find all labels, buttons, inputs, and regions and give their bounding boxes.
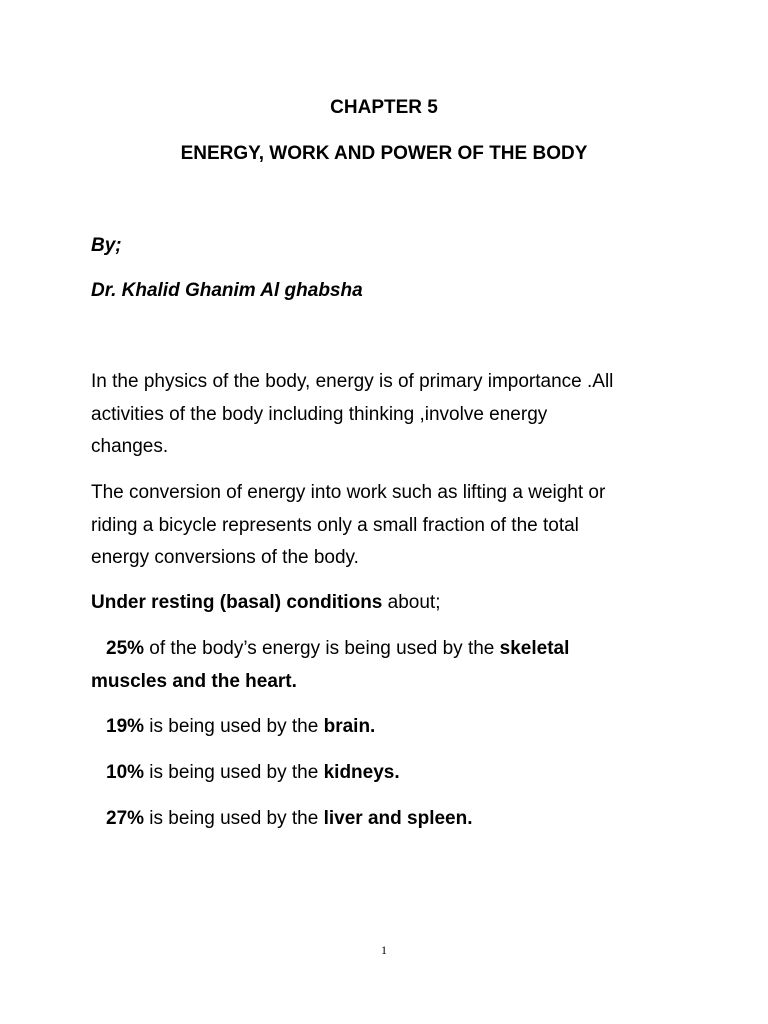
usage-text: is being used by the bbox=[144, 808, 324, 829]
chapter-heading: CHAPTER 5 bbox=[330, 97, 438, 118]
page-number: 1 bbox=[381, 943, 387, 957]
usage-item bbox=[106, 757, 400, 789]
paragraph-line: changes. bbox=[91, 436, 169, 457]
usage-item bbox=[106, 711, 375, 743]
usage-percent: 19% bbox=[106, 716, 145, 737]
conditions-bold: Under resting (basal) conditions bbox=[91, 592, 383, 613]
usage-organ: skeletal bbox=[499, 638, 570, 659]
paragraph-conversion bbox=[91, 477, 691, 575]
chapter-title: ENERGY, WORK AND POWER OF THE BODY bbox=[180, 143, 588, 164]
paragraph-line: The conversion of energy into work such as lifting a weight or bbox=[91, 482, 606, 503]
conditions-line bbox=[91, 587, 440, 619]
usage-text: is being used by the bbox=[144, 716, 324, 737]
conditions-rest: about; bbox=[382, 592, 441, 613]
usage-organ-continued: muscles and the heart. bbox=[91, 671, 297, 692]
paragraph-line: riding a bicycle represents only a small fraction of the total bbox=[91, 514, 579, 536]
usage-percent: 27% bbox=[106, 808, 145, 829]
paragraph-line: activities of the body including thinking ,involve energy bbox=[91, 403, 548, 425]
by-label: By; bbox=[91, 235, 122, 256]
author-name: Dr. Khalid Ghanim Al ghabsha bbox=[91, 280, 363, 301]
usage-organ: liver and spleen. bbox=[323, 808, 473, 829]
usage-organ: brain. bbox=[323, 716, 376, 737]
usage-organ: kidneys. bbox=[323, 762, 400, 783]
paragraph-line: In the physics of the body, energy is of primary importance .All bbox=[91, 371, 614, 392]
usage-percent: 10% bbox=[106, 762, 145, 783]
paragraph-intro bbox=[91, 366, 691, 464]
usage-percent: 25% bbox=[106, 638, 145, 659]
usage-item bbox=[106, 633, 569, 665]
usage-text: is being used by the bbox=[144, 762, 324, 783]
usage-item bbox=[106, 803, 473, 835]
usage-text: of the body’s energy is being used by the bbox=[144, 638, 500, 659]
paragraph-line: energy conversions of the body. bbox=[91, 547, 359, 568]
